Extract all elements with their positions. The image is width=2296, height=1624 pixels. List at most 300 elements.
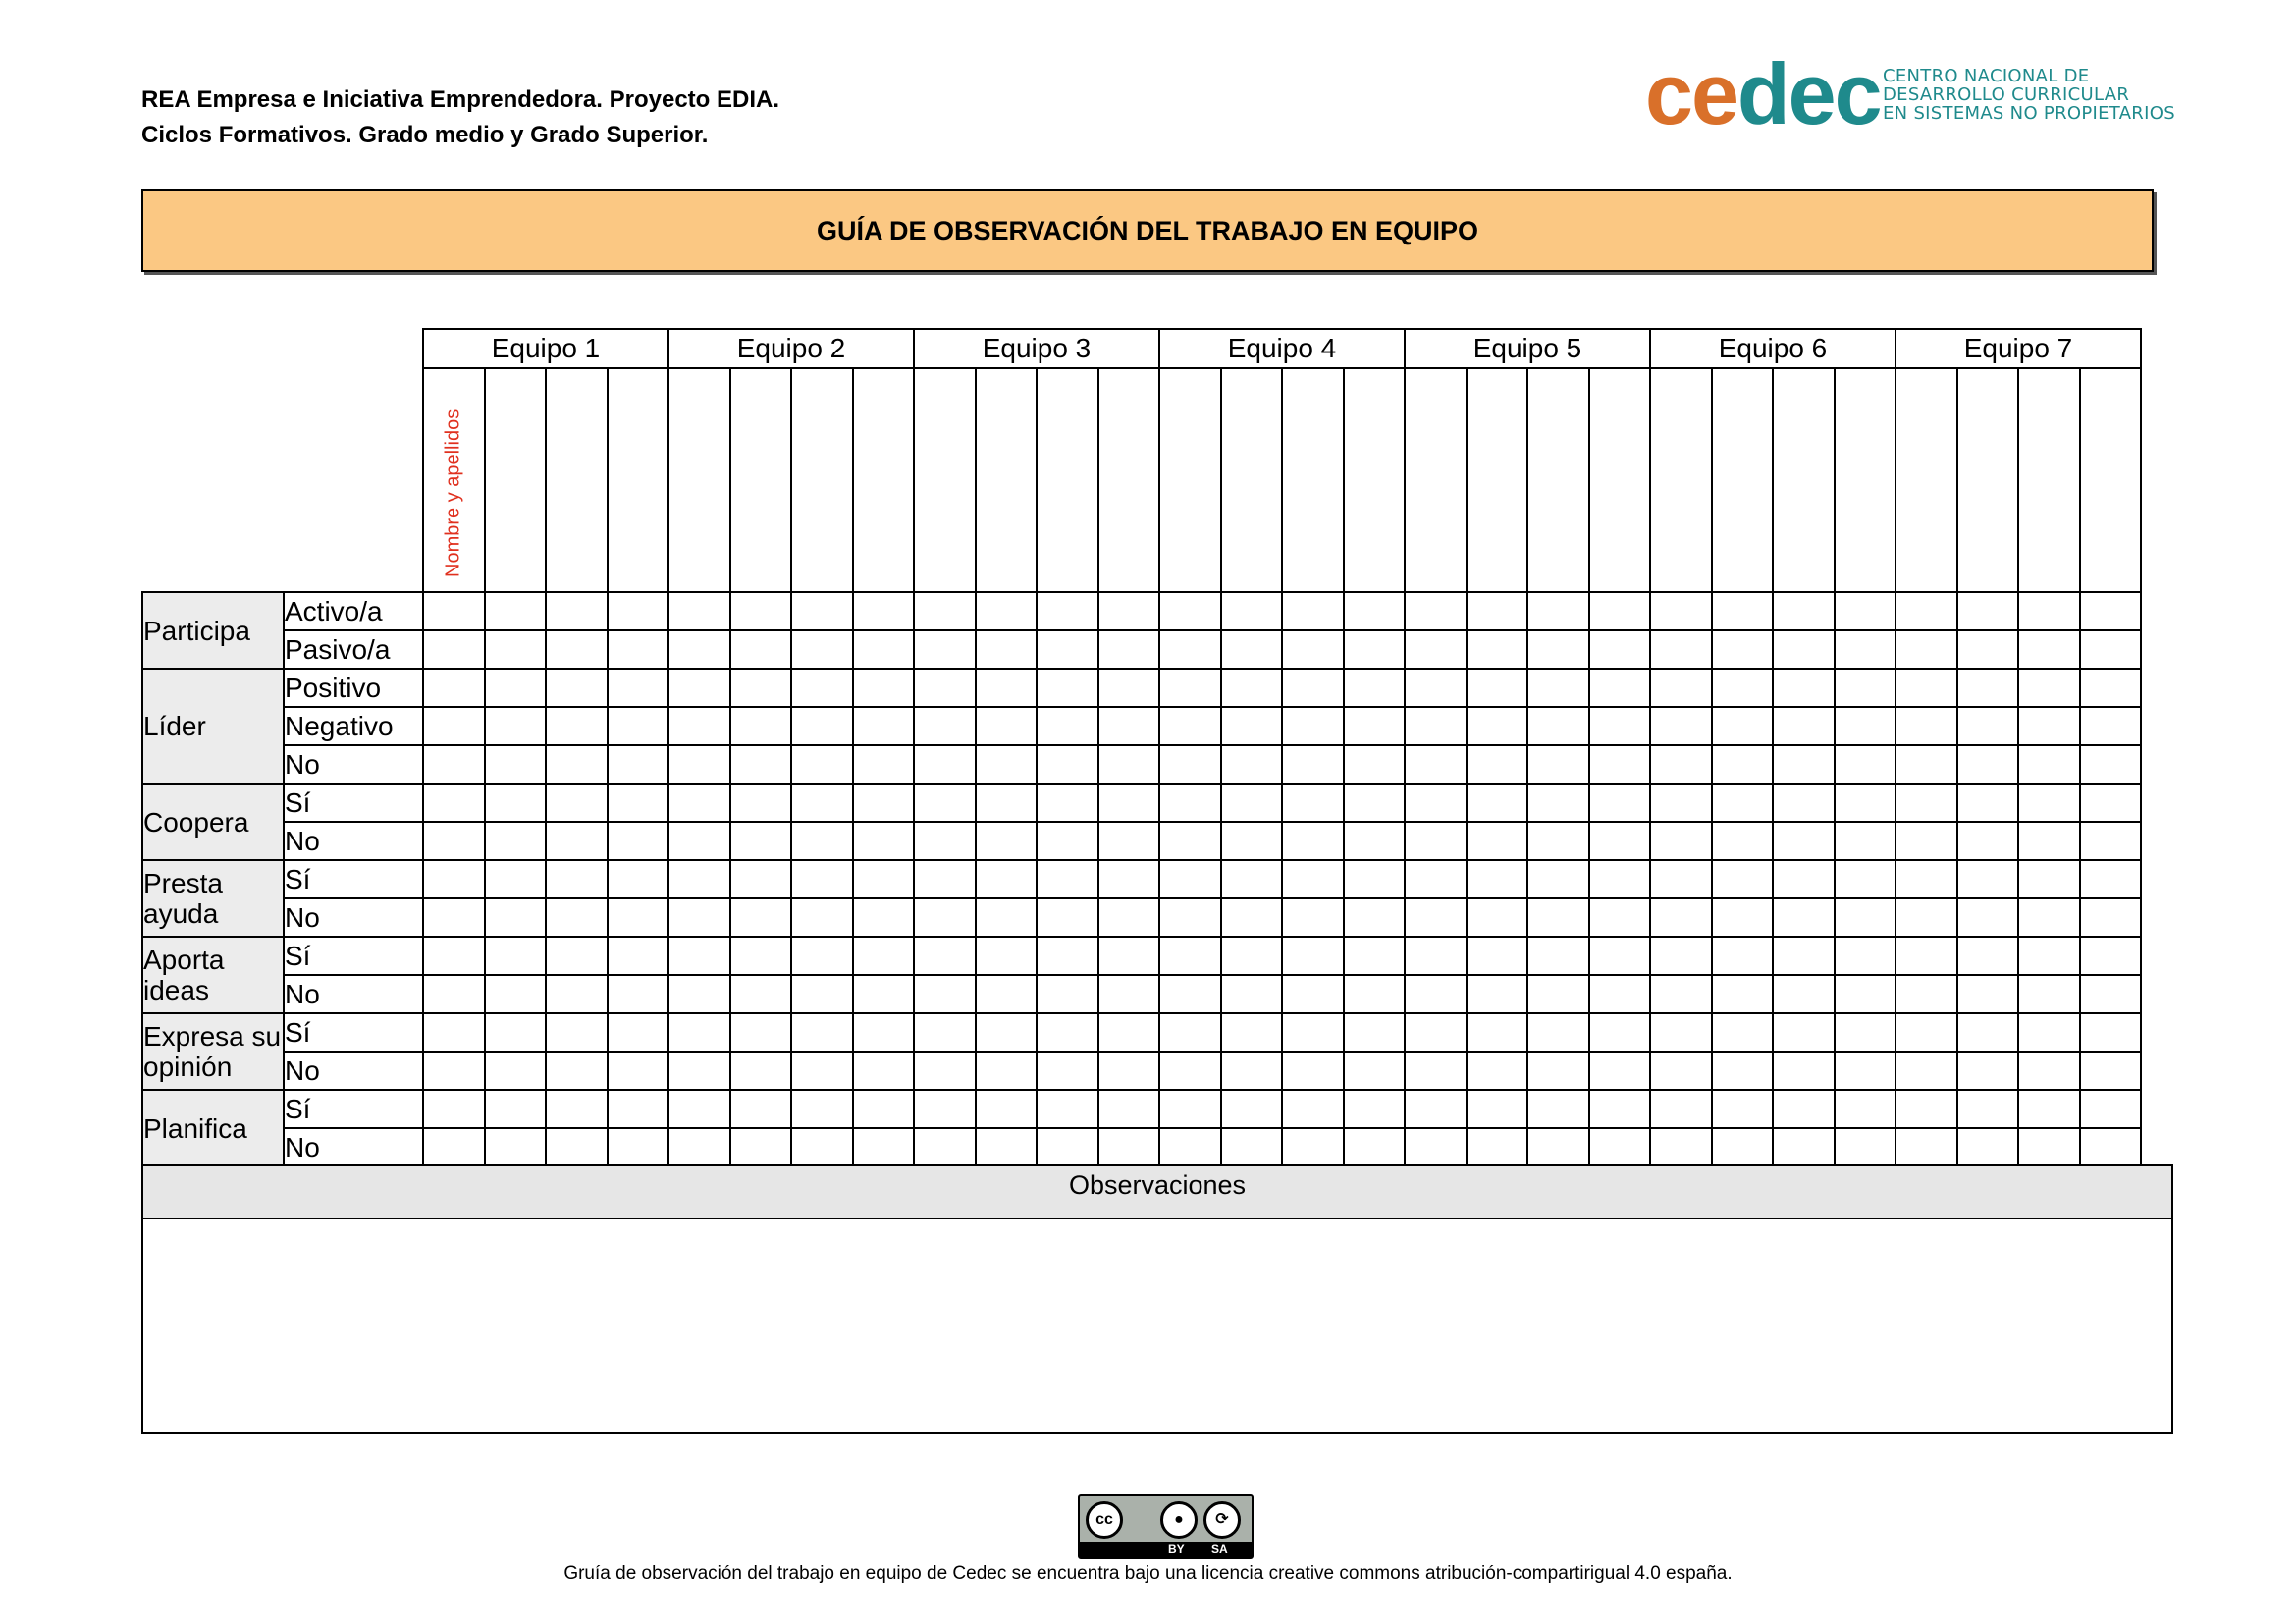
observation-mark-cell[interactable]: [976, 707, 1038, 745]
observation-mark-cell[interactable]: [791, 784, 853, 822]
observation-mark-cell[interactable]: [1467, 592, 1528, 630]
observation-mark-cell[interactable]: [1037, 822, 1098, 860]
observation-mark-cell[interactable]: [976, 975, 1038, 1013]
observation-mark-cell[interactable]: [546, 669, 608, 707]
observation-mark-cell[interactable]: [1527, 784, 1589, 822]
observation-mark-cell[interactable]: [1773, 1090, 1835, 1128]
observation-mark-cell[interactable]: [1896, 1013, 1957, 1052]
observation-mark-cell[interactable]: [1650, 745, 1712, 784]
student-name-cell[interactable]: [1712, 368, 1774, 592]
observation-mark-cell[interactable]: [914, 898, 976, 937]
observation-mark-cell[interactable]: [1957, 1090, 2019, 1128]
observation-mark-cell[interactable]: [1835, 937, 1896, 975]
observation-mark-cell[interactable]: [730, 630, 792, 669]
observation-mark-cell[interactable]: [1282, 1090, 1344, 1128]
observation-mark-cell[interactable]: [730, 937, 792, 975]
student-name-cell[interactable]: [1589, 368, 1651, 592]
observation-mark-cell[interactable]: [1896, 975, 1957, 1013]
observation-mark-cell[interactable]: [1221, 822, 1283, 860]
observation-mark-cell[interactable]: [1037, 592, 1098, 630]
observation-mark-cell[interactable]: [1037, 630, 1098, 669]
observation-mark-cell[interactable]: [2018, 707, 2080, 745]
student-name-cell[interactable]: [1650, 368, 1712, 592]
observation-mark-cell[interactable]: [1773, 1052, 1835, 1090]
observation-mark-cell[interactable]: [1773, 937, 1835, 975]
observation-mark-cell[interactable]: [914, 669, 976, 707]
observation-mark-cell[interactable]: [853, 1128, 915, 1166]
observation-mark-cell[interactable]: [853, 860, 915, 898]
observation-mark-cell[interactable]: [1405, 822, 1467, 860]
observation-mark-cell[interactable]: [914, 1090, 976, 1128]
observation-mark-cell[interactable]: [423, 707, 485, 745]
student-name-cell[interactable]: [2080, 368, 2142, 592]
observation-mark-cell[interactable]: [1344, 822, 1406, 860]
observation-mark-cell[interactable]: [1282, 592, 1344, 630]
observation-mark-cell[interactable]: [2018, 745, 2080, 784]
observation-mark-cell[interactable]: [2018, 784, 2080, 822]
observation-mark-cell[interactable]: [1282, 975, 1344, 1013]
observation-mark-cell[interactable]: [485, 975, 547, 1013]
observation-mark-cell[interactable]: [1159, 975, 1221, 1013]
observation-mark-cell[interactable]: [1159, 1013, 1221, 1052]
observation-mark-cell[interactable]: [1159, 898, 1221, 937]
observation-mark-cell[interactable]: [1159, 1090, 1221, 1128]
observation-mark-cell[interactable]: [1712, 707, 1774, 745]
observation-mark-cell[interactable]: [791, 630, 853, 669]
observation-mark-cell[interactable]: [1282, 1128, 1344, 1166]
observation-mark-cell[interactable]: [1896, 630, 1957, 669]
observation-mark-cell[interactable]: [1221, 1128, 1283, 1166]
observation-mark-cell[interactable]: [2080, 975, 2142, 1013]
observation-mark-cell[interactable]: [1405, 745, 1467, 784]
observation-mark-cell[interactable]: [1098, 1128, 1160, 1166]
observation-mark-cell[interactable]: [485, 784, 547, 822]
observation-mark-cell[interactable]: [976, 822, 1038, 860]
observation-mark-cell[interactable]: [730, 860, 792, 898]
observation-mark-cell[interactable]: [1957, 630, 2019, 669]
observation-mark-cell[interactable]: [1650, 1128, 1712, 1166]
observation-mark-cell[interactable]: [853, 592, 915, 630]
student-name-cell[interactable]: [1896, 368, 1957, 592]
observation-mark-cell[interactable]: [976, 669, 1038, 707]
observation-mark-cell[interactable]: [1896, 707, 1957, 745]
observation-mark-cell[interactable]: [668, 860, 730, 898]
observation-mark-cell[interactable]: [914, 1128, 976, 1166]
observation-mark-cell[interactable]: [1467, 1128, 1528, 1166]
observation-mark-cell[interactable]: [1221, 784, 1283, 822]
observation-mark-cell[interactable]: [1344, 860, 1406, 898]
observation-mark-cell[interactable]: [608, 669, 669, 707]
observation-mark-cell[interactable]: [546, 1128, 608, 1166]
observation-mark-cell[interactable]: [1037, 707, 1098, 745]
observation-mark-cell[interactable]: [2018, 860, 2080, 898]
observation-mark-cell[interactable]: [1589, 784, 1651, 822]
observation-mark-cell[interactable]: [2018, 592, 2080, 630]
observation-mark-cell[interactable]: [1344, 745, 1406, 784]
observation-mark-cell[interactable]: [2080, 669, 2142, 707]
observation-mark-cell[interactable]: [608, 707, 669, 745]
observation-mark-cell[interactable]: [1159, 669, 1221, 707]
observation-mark-cell[interactable]: [1835, 898, 1896, 937]
observation-mark-cell[interactable]: [1527, 822, 1589, 860]
observation-mark-cell[interactable]: [1405, 975, 1467, 1013]
observation-mark-cell[interactable]: [608, 745, 669, 784]
observation-mark-cell[interactable]: [608, 822, 669, 860]
student-name-cell[interactable]: [1098, 368, 1160, 592]
observation-mark-cell[interactable]: [546, 898, 608, 937]
observation-mark-cell[interactable]: [608, 1128, 669, 1166]
observation-mark-cell[interactable]: [1098, 669, 1160, 707]
observation-mark-cell[interactable]: [730, 822, 792, 860]
observation-mark-cell[interactable]: [1957, 745, 2019, 784]
student-name-cell[interactable]: [976, 368, 1038, 592]
observation-mark-cell[interactable]: [914, 630, 976, 669]
observation-mark-cell[interactable]: [976, 745, 1038, 784]
observation-mark-cell[interactable]: [1650, 630, 1712, 669]
observation-mark-cell[interactable]: [1159, 937, 1221, 975]
observation-mark-cell[interactable]: [1282, 1013, 1344, 1052]
observation-mark-cell[interactable]: [1467, 822, 1528, 860]
observation-mark-cell[interactable]: [1650, 1090, 1712, 1128]
observation-mark-cell[interactable]: [976, 784, 1038, 822]
student-name-cell[interactable]: [1037, 368, 1098, 592]
observation-mark-cell[interactable]: [1896, 784, 1957, 822]
observation-mark-cell[interactable]: [423, 745, 485, 784]
observation-mark-cell[interactable]: [1282, 630, 1344, 669]
observation-mark-cell[interactable]: [791, 1128, 853, 1166]
student-name-cell[interactable]: [1773, 368, 1835, 592]
observation-mark-cell[interactable]: [608, 1052, 669, 1090]
student-name-cell[interactable]: [1344, 368, 1406, 592]
observation-mark-cell[interactable]: [914, 1052, 976, 1090]
observation-mark-cell[interactable]: [1589, 707, 1651, 745]
observation-mark-cell[interactable]: [730, 592, 792, 630]
observation-mark-cell[interactable]: [1835, 822, 1896, 860]
observation-mark-cell[interactable]: [1098, 975, 1160, 1013]
observation-mark-cell[interactable]: [1098, 1090, 1160, 1128]
observation-mark-cell[interactable]: [1589, 1013, 1651, 1052]
observation-mark-cell[interactable]: [1221, 1090, 1283, 1128]
observation-mark-cell[interactable]: [1773, 975, 1835, 1013]
observation-mark-cell[interactable]: [608, 860, 669, 898]
observation-mark-cell[interactable]: [423, 860, 485, 898]
observation-mark-cell[interactable]: [668, 1052, 730, 1090]
observation-mark-cell[interactable]: [730, 745, 792, 784]
observation-mark-cell[interactable]: [668, 669, 730, 707]
observation-mark-cell[interactable]: [423, 592, 485, 630]
observation-mark-cell[interactable]: [1957, 784, 2019, 822]
observation-mark-cell[interactable]: [1467, 860, 1528, 898]
observation-mark-cell[interactable]: [1037, 975, 1098, 1013]
observation-mark-cell[interactable]: [423, 898, 485, 937]
observation-mark-cell[interactable]: [1527, 592, 1589, 630]
observation-mark-cell[interactable]: [1527, 1013, 1589, 1052]
observation-mark-cell[interactable]: [1159, 592, 1221, 630]
observation-mark-cell[interactable]: [791, 592, 853, 630]
observation-mark-cell[interactable]: [1650, 784, 1712, 822]
observation-mark-cell[interactable]: [668, 937, 730, 975]
observation-mark-cell[interactable]: [1098, 630, 1160, 669]
observation-mark-cell[interactable]: [1589, 745, 1651, 784]
observation-mark-cell[interactable]: [546, 937, 608, 975]
observation-mark-cell[interactable]: [853, 1013, 915, 1052]
observation-mark-cell[interactable]: [1221, 975, 1283, 1013]
observation-mark-cell[interactable]: [730, 669, 792, 707]
student-name-cell[interactable]: [1957, 368, 2019, 592]
student-name-cell[interactable]: [1282, 368, 1344, 592]
observation-mark-cell[interactable]: [1650, 707, 1712, 745]
observation-mark-cell[interactable]: [2080, 1013, 2142, 1052]
observation-mark-cell[interactable]: [914, 707, 976, 745]
observation-mark-cell[interactable]: [1650, 860, 1712, 898]
observation-mark-cell[interactable]: [1098, 860, 1160, 898]
student-name-cell[interactable]: [485, 368, 547, 592]
observation-mark-cell[interactable]: [1159, 1052, 1221, 1090]
observation-mark-cell[interactable]: [791, 898, 853, 937]
observation-mark-cell[interactable]: [1527, 630, 1589, 669]
observation-mark-cell[interactable]: [2080, 898, 2142, 937]
observation-mark-cell[interactable]: [1773, 898, 1835, 937]
observation-mark-cell[interactable]: [1037, 1090, 1098, 1128]
observation-mark-cell[interactable]: [485, 1128, 547, 1166]
observation-mark-cell[interactable]: [1527, 669, 1589, 707]
observation-mark-cell[interactable]: [546, 1013, 608, 1052]
observation-mark-cell[interactable]: [1098, 822, 1160, 860]
observation-mark-cell[interactable]: [853, 669, 915, 707]
observation-mark-cell[interactable]: [1650, 592, 1712, 630]
observation-mark-cell[interactable]: [485, 898, 547, 937]
observation-mark-cell[interactable]: [1344, 1052, 1406, 1090]
observation-mark-cell[interactable]: [1467, 1090, 1528, 1128]
observation-mark-cell[interactable]: [791, 669, 853, 707]
observation-mark-cell[interactable]: [1896, 898, 1957, 937]
observation-mark-cell[interactable]: [1405, 1128, 1467, 1166]
student-name-cell[interactable]: [2018, 368, 2080, 592]
observation-mark-cell[interactable]: [914, 860, 976, 898]
observation-mark-cell[interactable]: [1835, 1013, 1896, 1052]
observation-mark-cell[interactable]: [1527, 860, 1589, 898]
observation-mark-cell[interactable]: [2080, 1128, 2142, 1166]
observation-mark-cell[interactable]: [1159, 784, 1221, 822]
observation-mark-cell[interactable]: [1405, 592, 1467, 630]
observation-mark-cell[interactable]: [1835, 975, 1896, 1013]
observation-mark-cell[interactable]: [976, 937, 1038, 975]
observation-mark-cell[interactable]: [1896, 1128, 1957, 1166]
observation-mark-cell[interactable]: [1037, 745, 1098, 784]
observation-mark-cell[interactable]: [1098, 707, 1160, 745]
observation-mark-cell[interactable]: [1835, 1090, 1896, 1128]
observation-mark-cell[interactable]: [1344, 592, 1406, 630]
observation-mark-cell[interactable]: [423, 1090, 485, 1128]
observation-mark-cell[interactable]: [1159, 707, 1221, 745]
observation-mark-cell[interactable]: [1773, 630, 1835, 669]
observation-mark-cell[interactable]: [2018, 1128, 2080, 1166]
observation-mark-cell[interactable]: [1650, 898, 1712, 937]
observation-mark-cell[interactable]: [1896, 669, 1957, 707]
observation-mark-cell[interactable]: [608, 937, 669, 975]
observation-mark-cell[interactable]: [1405, 784, 1467, 822]
observation-mark-cell[interactable]: [608, 1013, 669, 1052]
observation-mark-cell[interactable]: [791, 1090, 853, 1128]
observation-mark-cell[interactable]: [1098, 745, 1160, 784]
observation-mark-cell[interactable]: [976, 860, 1038, 898]
observation-mark-cell[interactable]: [1282, 898, 1344, 937]
student-name-cell[interactable]: [791, 368, 853, 592]
observation-mark-cell[interactable]: [668, 1128, 730, 1166]
observation-mark-cell[interactable]: [485, 669, 547, 707]
observation-mark-cell[interactable]: [668, 592, 730, 630]
observation-mark-cell[interactable]: [668, 1013, 730, 1052]
observation-mark-cell[interactable]: [1037, 1013, 1098, 1052]
observation-mark-cell[interactable]: [1527, 1090, 1589, 1128]
observation-mark-cell[interactable]: [546, 630, 608, 669]
observation-mark-cell[interactable]: [1712, 784, 1774, 822]
observation-mark-cell[interactable]: [546, 592, 608, 630]
observation-mark-cell[interactable]: [1712, 1090, 1774, 1128]
observation-mark-cell[interactable]: [791, 937, 853, 975]
observation-mark-cell[interactable]: [423, 1013, 485, 1052]
observation-mark-cell[interactable]: [914, 937, 976, 975]
observation-mark-cell[interactable]: [1896, 937, 1957, 975]
observation-mark-cell[interactable]: [1282, 822, 1344, 860]
observation-mark-cell[interactable]: [1037, 669, 1098, 707]
observation-mark-cell[interactable]: [1159, 745, 1221, 784]
observation-mark-cell[interactable]: [2018, 898, 2080, 937]
observation-mark-cell[interactable]: [1835, 745, 1896, 784]
observation-mark-cell[interactable]: [1957, 707, 2019, 745]
observation-mark-cell[interactable]: [853, 784, 915, 822]
student-name-cell[interactable]: [914, 368, 976, 592]
observation-mark-cell[interactable]: [546, 822, 608, 860]
observation-mark-cell[interactable]: [1712, 975, 1774, 1013]
observation-mark-cell[interactable]: [1773, 1128, 1835, 1166]
observation-mark-cell[interactable]: [1650, 937, 1712, 975]
observation-mark-cell[interactable]: [853, 898, 915, 937]
observation-mark-cell[interactable]: [1282, 860, 1344, 898]
observation-mark-cell[interactable]: [485, 745, 547, 784]
observation-mark-cell[interactable]: [546, 707, 608, 745]
observation-mark-cell[interactable]: [1835, 707, 1896, 745]
observation-mark-cell[interactable]: [1896, 860, 1957, 898]
student-name-cell[interactable]: [1405, 368, 1467, 592]
observation-mark-cell[interactable]: [2018, 669, 2080, 707]
observation-mark-cell[interactable]: [2080, 860, 2142, 898]
observation-mark-cell[interactable]: [1589, 975, 1651, 1013]
observation-mark-cell[interactable]: [668, 1090, 730, 1128]
observation-mark-cell[interactable]: [1712, 1013, 1774, 1052]
observation-mark-cell[interactable]: [1773, 592, 1835, 630]
observation-mark-cell[interactable]: [976, 1052, 1038, 1090]
observation-mark-cell[interactable]: [1712, 1128, 1774, 1166]
observation-mark-cell[interactable]: [730, 898, 792, 937]
observation-mark-cell[interactable]: [791, 1013, 853, 1052]
observation-mark-cell[interactable]: [1098, 937, 1160, 975]
observation-mark-cell[interactable]: [1037, 784, 1098, 822]
observation-mark-cell[interactable]: [1527, 975, 1589, 1013]
observation-mark-cell[interactable]: [485, 630, 547, 669]
observation-mark-cell[interactable]: [2018, 1013, 2080, 1052]
observation-mark-cell[interactable]: [1957, 1013, 2019, 1052]
observation-mark-cell[interactable]: [1589, 1052, 1651, 1090]
student-name-cell[interactable]: [546, 368, 608, 592]
observation-mark-cell[interactable]: [1282, 707, 1344, 745]
student-name-cell[interactable]: [1467, 368, 1528, 592]
observation-mark-cell[interactable]: [1712, 860, 1774, 898]
observation-mark-cell[interactable]: [1282, 1052, 1344, 1090]
observation-mark-cell[interactable]: [2080, 822, 2142, 860]
observations-area[interactable]: [141, 1218, 2173, 1434]
observation-mark-cell[interactable]: [1650, 1052, 1712, 1090]
observation-mark-cell[interactable]: [423, 784, 485, 822]
student-name-cell[interactable]: [1835, 368, 1896, 592]
observation-mark-cell[interactable]: [730, 1013, 792, 1052]
observation-mark-cell[interactable]: [1098, 592, 1160, 630]
observation-mark-cell[interactable]: [1405, 669, 1467, 707]
observation-mark-cell[interactable]: [1221, 707, 1283, 745]
observation-mark-cell[interactable]: [1835, 1128, 1896, 1166]
observation-mark-cell[interactable]: [668, 898, 730, 937]
observation-mark-cell[interactable]: [1467, 937, 1528, 975]
student-name-cell[interactable]: [853, 368, 915, 592]
student-name-cell[interactable]: [668, 368, 730, 592]
observation-mark-cell[interactable]: [2080, 630, 2142, 669]
observation-mark-cell[interactable]: [608, 630, 669, 669]
observation-mark-cell[interactable]: [1589, 860, 1651, 898]
observation-mark-cell[interactable]: [2018, 822, 2080, 860]
observation-mark-cell[interactable]: [853, 707, 915, 745]
observation-mark-cell[interactable]: [2080, 937, 2142, 975]
observation-mark-cell[interactable]: [914, 975, 976, 1013]
observation-mark-cell[interactable]: [1527, 937, 1589, 975]
observation-mark-cell[interactable]: [1405, 860, 1467, 898]
observation-mark-cell[interactable]: [485, 860, 547, 898]
observation-mark-cell[interactable]: [1221, 745, 1283, 784]
observation-mark-cell[interactable]: [730, 1052, 792, 1090]
observation-mark-cell[interactable]: [976, 630, 1038, 669]
observation-mark-cell[interactable]: [1835, 592, 1896, 630]
observation-mark-cell[interactable]: [1835, 1052, 1896, 1090]
observation-mark-cell[interactable]: [1037, 1052, 1098, 1090]
observation-mark-cell[interactable]: [668, 745, 730, 784]
observation-mark-cell[interactable]: [485, 1013, 547, 1052]
observation-mark-cell[interactable]: [608, 592, 669, 630]
observation-mark-cell[interactable]: [423, 630, 485, 669]
observation-mark-cell[interactable]: [853, 1052, 915, 1090]
observation-mark-cell[interactable]: [2080, 592, 2142, 630]
observation-mark-cell[interactable]: [1896, 745, 1957, 784]
observation-mark-cell[interactable]: [1344, 630, 1406, 669]
observation-mark-cell[interactable]: [1282, 669, 1344, 707]
observation-mark-cell[interactable]: [1098, 898, 1160, 937]
observation-mark-cell[interactable]: [1835, 669, 1896, 707]
observation-mark-cell[interactable]: [546, 860, 608, 898]
observation-mark-cell[interactable]: [853, 1090, 915, 1128]
observation-mark-cell[interactable]: [1098, 784, 1160, 822]
observation-mark-cell[interactable]: [1344, 1013, 1406, 1052]
observation-mark-cell[interactable]: [1098, 1052, 1160, 1090]
observation-mark-cell[interactable]: [1896, 1052, 1957, 1090]
observation-mark-cell[interactable]: [668, 707, 730, 745]
observation-mark-cell[interactable]: [1221, 592, 1283, 630]
observation-mark-cell[interactable]: [423, 822, 485, 860]
observation-mark-cell[interactable]: [791, 975, 853, 1013]
observation-mark-cell[interactable]: [1467, 898, 1528, 937]
observation-mark-cell[interactable]: [730, 1128, 792, 1166]
observation-mark-cell[interactable]: [791, 822, 853, 860]
observation-mark-cell[interactable]: [2018, 937, 2080, 975]
observation-mark-cell[interactable]: [853, 745, 915, 784]
observation-mark-cell[interactable]: [1221, 860, 1283, 898]
